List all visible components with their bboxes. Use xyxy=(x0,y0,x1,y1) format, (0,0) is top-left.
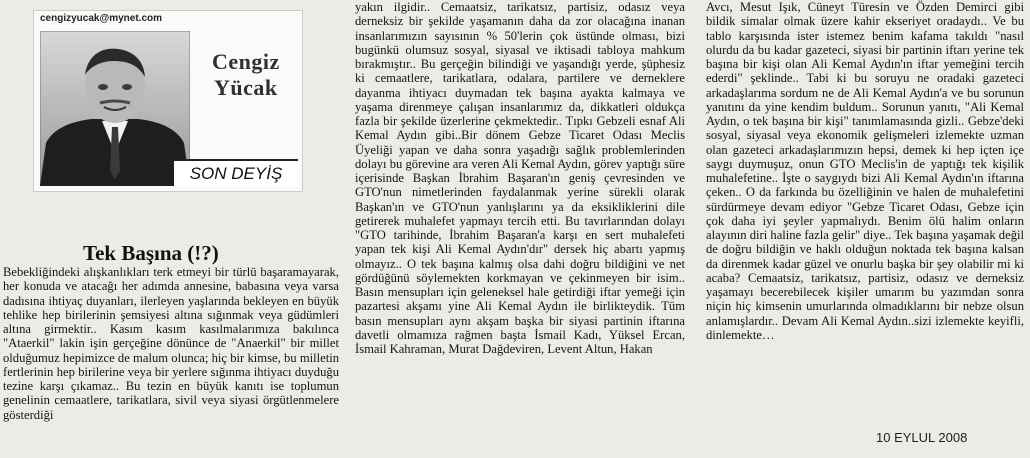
article-body-left xyxy=(3,265,339,422)
section-label: SON DEYİŞ xyxy=(174,159,298,187)
column-middle xyxy=(355,0,685,356)
article-paragraph: yakın ilgidir.. Cemaatsiz, tarikatsız, partisiz, odasız veya derneksiz bir şekilde yaşamanın daha da zor olacağına inanan insanlarımızın sayısının % 50'lerin çok üstünde olması, bizi bugünkü olumsuz sosyal, siyasal ve iktisadi tabloya mahkum bırakmıştır.. Bu gerçeğin bilindiği ve yaşandığı yerde, şüphesiz ki cemaatlere, tarikatlara, odalara, partilere ve derneklere dayanma ihtiyacı duymadan tek başına ayakta kalmaya ve yaşama direnmeye çalışan insanlarımız da, dikkatleri oldukça fazla bir şekilde üzerlerine çekmektedir.. Tıpkı Gebzeli esnaf Ali Kemal Aydın gibi..Bir dönem Gebze Ticaret Odası Meclis Üyeliği yapan ve daha sonra yaşadığı sağlık problemlerinden dolayı bu görevine ara veren Ali Kemal Aydın, görev yaptığı süre içerisinde Başkan İbrahim Başaran'ın geniş çevresinden ve GTO'nun nimetlerinden faydalanmak yerine sürekli olarak Başkan'ın ve GTO'nun yanlışlarını ya da eksikliklerini dile getirerek muhalefet yapmayı tercih etti. Bu tavırlarından dolayı "GTO tarihinde, İbrahim Başaran'a karşı en sert muhalefeti yapan tek kişi Ali Kemal Aydın'dır" dersek hiç abartı yapmış olmayız.. O tek başına kalmış olsa dahi doğru bildiğini ve net gördüğünü söylemekten korkmayan ve çekinmeyen bir isim.. Basın mensupları için geleneksel hale getirdiği iftar yemeği için pazartesi akşamı yine Ali Kemal Aydın ile birlikteydik. Tüm basın mensupları aynı akşam başka bir siyasi partinin iftarına davetli olmamıza rağmen başta İsmail Kadı, Yüksel Ercan, İsmail Kahraman, Murat Dağdeviren, Levent Altun, Hakan xyxy=(355,0,685,356)
article-paragraph: Avcı, Mesut Işık, Cüneyt Türesin ve Özden Demirci gibi bildik simalar olmak üzere kahir ekseriyet oradaydı.. Ve bu tablo karşısında ister istemez benim kafama takıldı "nasıl olurdu da bu kadar gazeteci, siyasi bir partinin iftarı yerine tek başına bir kişi olan Ali Kemal Aydın'ın iftar yemeğini tercih ederdi" şeklinde.. Tabi ki bu soruyu ne oradaki gazeteci arkadaşlarıma sordum ne de Ali Kemal Aydın'a ve bu sorunun yanıtını da yine kendim buldum.. Sorunun yanıtı, "Ali Kemal Aydın, o tek başına bir kişi" tanımlamasında gizli.. Gebze'deki sosyal, siyasal veya ekonomik gelişmeleri izlemekte uzman olan gazeteci arkadaşlarımızın hepsi, demek ki hep içten içe saygı duymuşuz, onun GTO Meclis'in de yaptığı tek kişilik muhalefetine.. İşte o saygıydı bizi Ali Kemal Aydın'ın iftarına çeken.. O da farkında bu özelliğinin ve halen de muhalefetini sürdürmeye devam ediyor "Gebze Ticaret Odası, Gebze için çok daha iyi şeyler yapmalıydı. Benim ölü halim onların alayının diri haline fazla gelir" diye.. Tek başına yaşamak değil de doğru bildiğin ve haklı olduğun noktada tek başına kalsan da direnmek kadar güzel ve onurlu başka bir şey olabilir mi ki acaba? Cemaatsiz, tarikatsız, partisiz, odasız ve derneksiz yaşamayı becerebilecek kişiler umarım bu yazımdan sonra niçin hiç kimsenin umurlarında olmadıklarını bir nebze olsun anlamışlardır.. Devam Ali Kemal Aydın..sizi izlemekte keyifli, dinlemekte… xyxy=(706,0,1024,342)
article-title: Tek Başına (!?) xyxy=(83,241,219,265)
author-email: cengizyucak@mynet.com xyxy=(40,13,163,24)
author-last-name: Yücak xyxy=(214,75,278,100)
article-paragraph: Bebekliğindeki alışkanlıkları terk etmeyi bir türlü başaramayarak, her konuda ve atacağı her adımda annesine, babasına veya varsa dadısına ihtiyaç duyanları, ilerleyen yaşlarında bekleyen en büyük tehlike hep birilerinin şemsiyesi altına sığınmak veya güdümleri altına girmektir.. Kasım kasım kasılmalarımıza bakılınca "Ataerkil" lakin işin gerçeğine dönünce de "Anaerkil" bir millet olduğumuz hepimizce de malum olunca; hiç bir kimse, bu milletin fertlerinin hep birilerine veya bir yerlere sığınma ihtiyacı duyduğu tezine karşı çıkamaz.. Bu tezin en büyük kanıtı ise toplumun genelinin cemaatlere, tarikatlara, sivil veya siyasi örgütlenmelere gösterdiği xyxy=(3,265,339,422)
author-first-name: Cengiz xyxy=(212,49,280,74)
column-header xyxy=(33,10,303,192)
publication-date: 10 EYLUL 2008 xyxy=(876,430,968,445)
column-right xyxy=(706,0,1024,342)
author-photo xyxy=(40,31,190,186)
